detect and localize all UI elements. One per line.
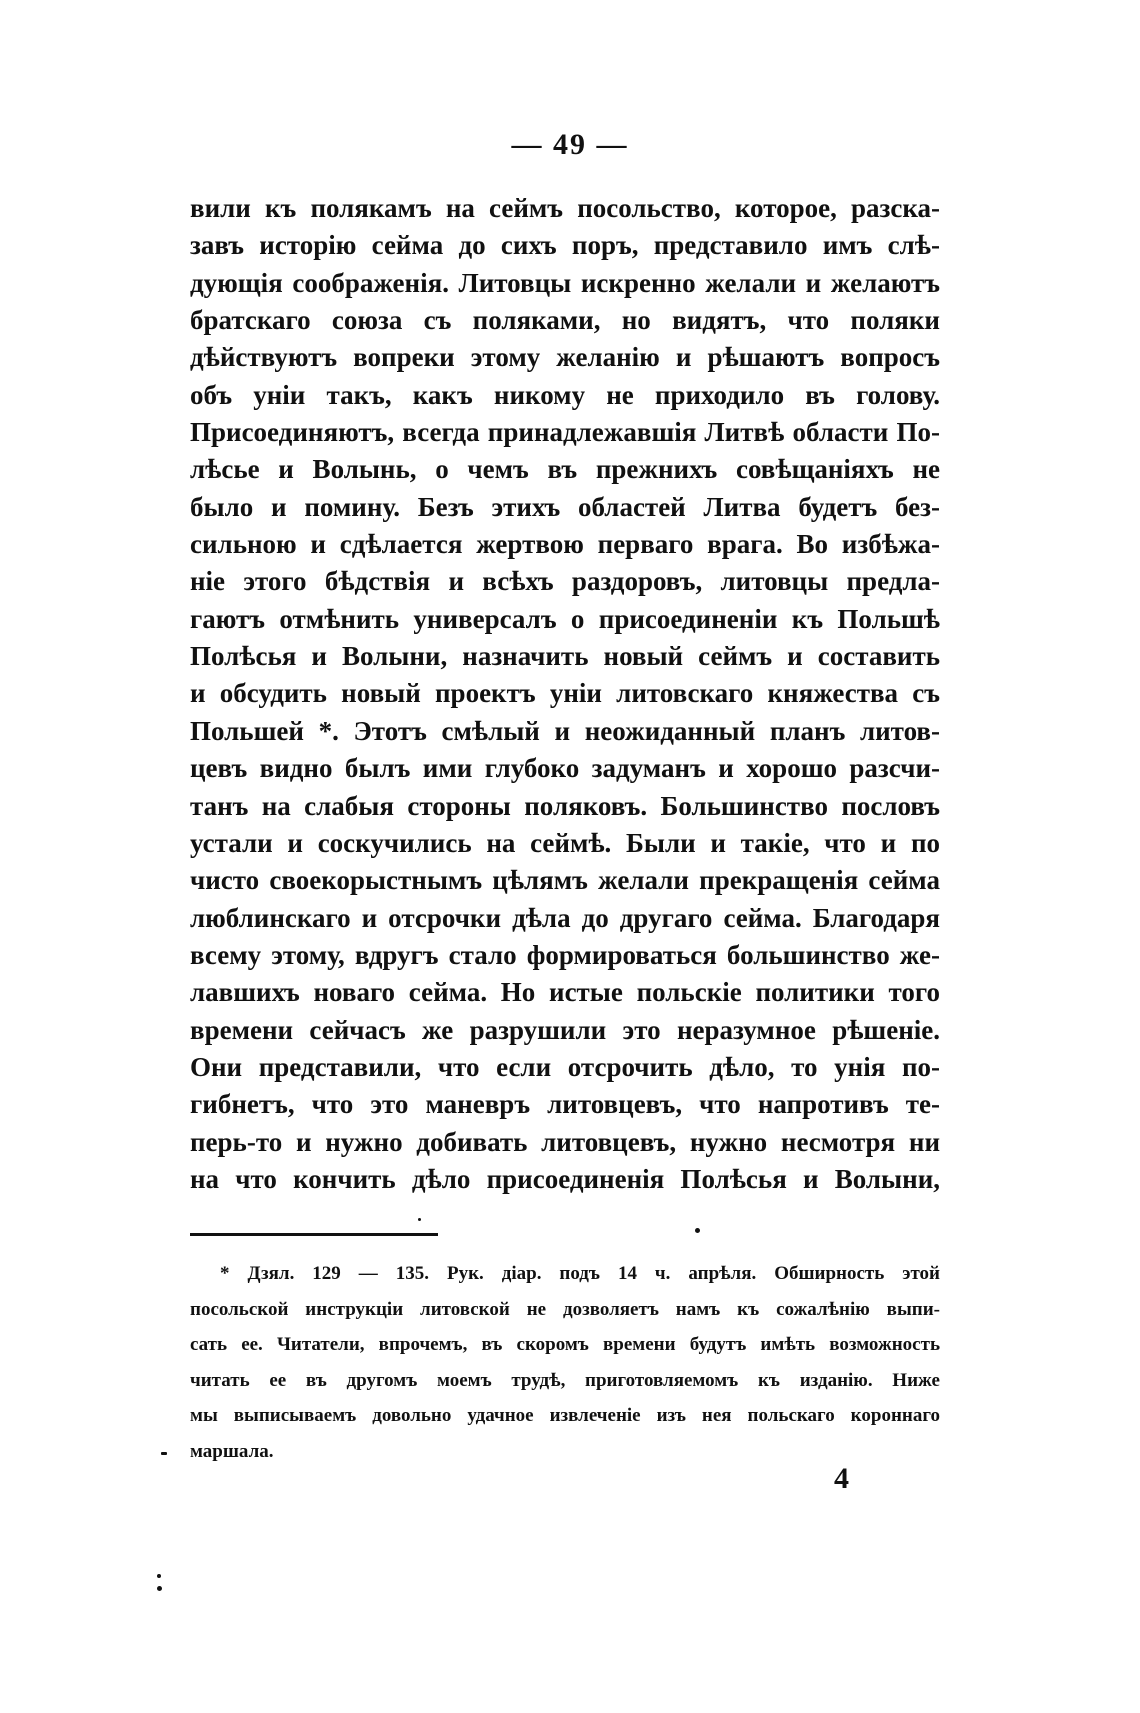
text-line: люблинскаго и отсрочки дѣла до другаго сейма. Благодаря	[190, 902, 940, 933]
footnote-line: маршала.	[190, 1440, 274, 1462]
text-line: дѣйствуютъ вопреки этому желанію и рѣшаютъ вопросъ	[190, 342, 940, 373]
text-line: всему этому, вдругъ стало формироваться большинство же-	[190, 939, 940, 970]
text-line: и обсудить новый проектъ уніи литовскаго княжества съ	[190, 678, 940, 709]
text-line: цевъ видно былъ ими глубоко задуманъ и хорошо разсчи-	[190, 753, 940, 784]
text-line: сильною и сдѣлается жертвою перваго врага. Во избѣжа-	[190, 529, 940, 560]
text-line: завъ исторію сейма до сихъ поръ, представило имъ слѣ-	[190, 230, 940, 261]
main-text	[190, 190, 940, 1198]
ink-speck	[161, 1452, 167, 1455]
text-line: танъ на слабыя стороны поляковъ. Большинство пословъ	[190, 790, 940, 821]
text-line: было и помину. Безъ этихъ областей Литва будетъ без-	[190, 491, 940, 522]
footnote-line: * Дзял. 129 — 135. Рук. діар. подъ 14 ч. апрѣля. Обширность этой	[220, 1263, 940, 1284]
footnote-line: мы выписываемъ довольно удачное извлеченіе изъ нея польскаго короннаго	[190, 1405, 940, 1426]
ink-speck	[157, 1586, 162, 1591]
text-line: братскаго союза съ поляками, но видятъ, что поляки	[190, 305, 940, 336]
text-line: на что кончить дѣло присоединенія Полѣсья и Волыни,	[190, 1163, 940, 1194]
text-line: вили къ полякамъ на сеймъ посольство, которое, разска-	[190, 193, 940, 223]
text-line: чисто своекорыстнымъ цѣлямъ желали прекращенія сейма	[190, 865, 940, 896]
text-line: перь-то и нужно добивать литовцевъ, нужно несмотря ни	[190, 1126, 940, 1157]
text-line: лѣсье и Волынь, о чемъ въ прежнихъ совѣщаніяхъ не	[190, 454, 940, 485]
signature-mark: 4	[834, 1462, 849, 1495]
text-line: гаютъ отмѣнить универсалъ о присоединеніи къ Польшѣ	[190, 603, 940, 634]
text-line: гибнетъ, что это маневръ литовцевъ, что напротивъ те-	[190, 1089, 940, 1120]
footnote-line: сать ее. Читатели, впрочемъ, въ скоромъ времени будутъ имѣть возможность	[190, 1334, 940, 1355]
footnote-line: посольской инструкціи литовской не дозволяетъ намъ къ сожалѣнію выпи-	[190, 1298, 940, 1320]
footnote-line: читать ее въ другомъ моемъ трудѣ, приготовляемомъ къ изданію. Ниже	[190, 1369, 940, 1391]
text-line: Польшей *. Этотъ смѣлый и неожиданный планъ литов-	[190, 715, 940, 746]
text-line: объ уніи такъ, какъ никому не приходило въ голову.	[190, 379, 940, 410]
page-number: — 49 —	[511, 128, 629, 161]
text-line: устали и соскучились на сеймѣ. Были и такіе, что и по	[190, 827, 940, 858]
text-line: Присоединяютъ, всегда принадлежавшія Литвѣ области По-	[190, 417, 940, 448]
text-line: ніе этого бѣдствія и всѣхъ раздоровъ, литовцы предла-	[190, 566, 940, 597]
text-line: времени сейчасъ же разрушили это неразумное рѣшеніе.	[190, 1014, 940, 1045]
footnote-separator	[190, 1233, 438, 1236]
ink-speck	[695, 1228, 700, 1233]
ink-speck	[418, 1218, 421, 1221]
text-line: лавшихъ новаго сейма. Но истые польскіе политики того	[190, 977, 940, 1008]
ink-speck	[157, 1574, 161, 1578]
text-line: Полѣсья и Волыни, назначить новый сеймъ и составить	[190, 641, 940, 672]
text-line: дующія соображенія. Литовцы искренно желали и желаютъ	[190, 267, 940, 298]
footnote	[190, 1256, 940, 1469]
text-line: Они представили, что если отсрочить дѣло, то унія по-	[190, 1051, 940, 1082]
